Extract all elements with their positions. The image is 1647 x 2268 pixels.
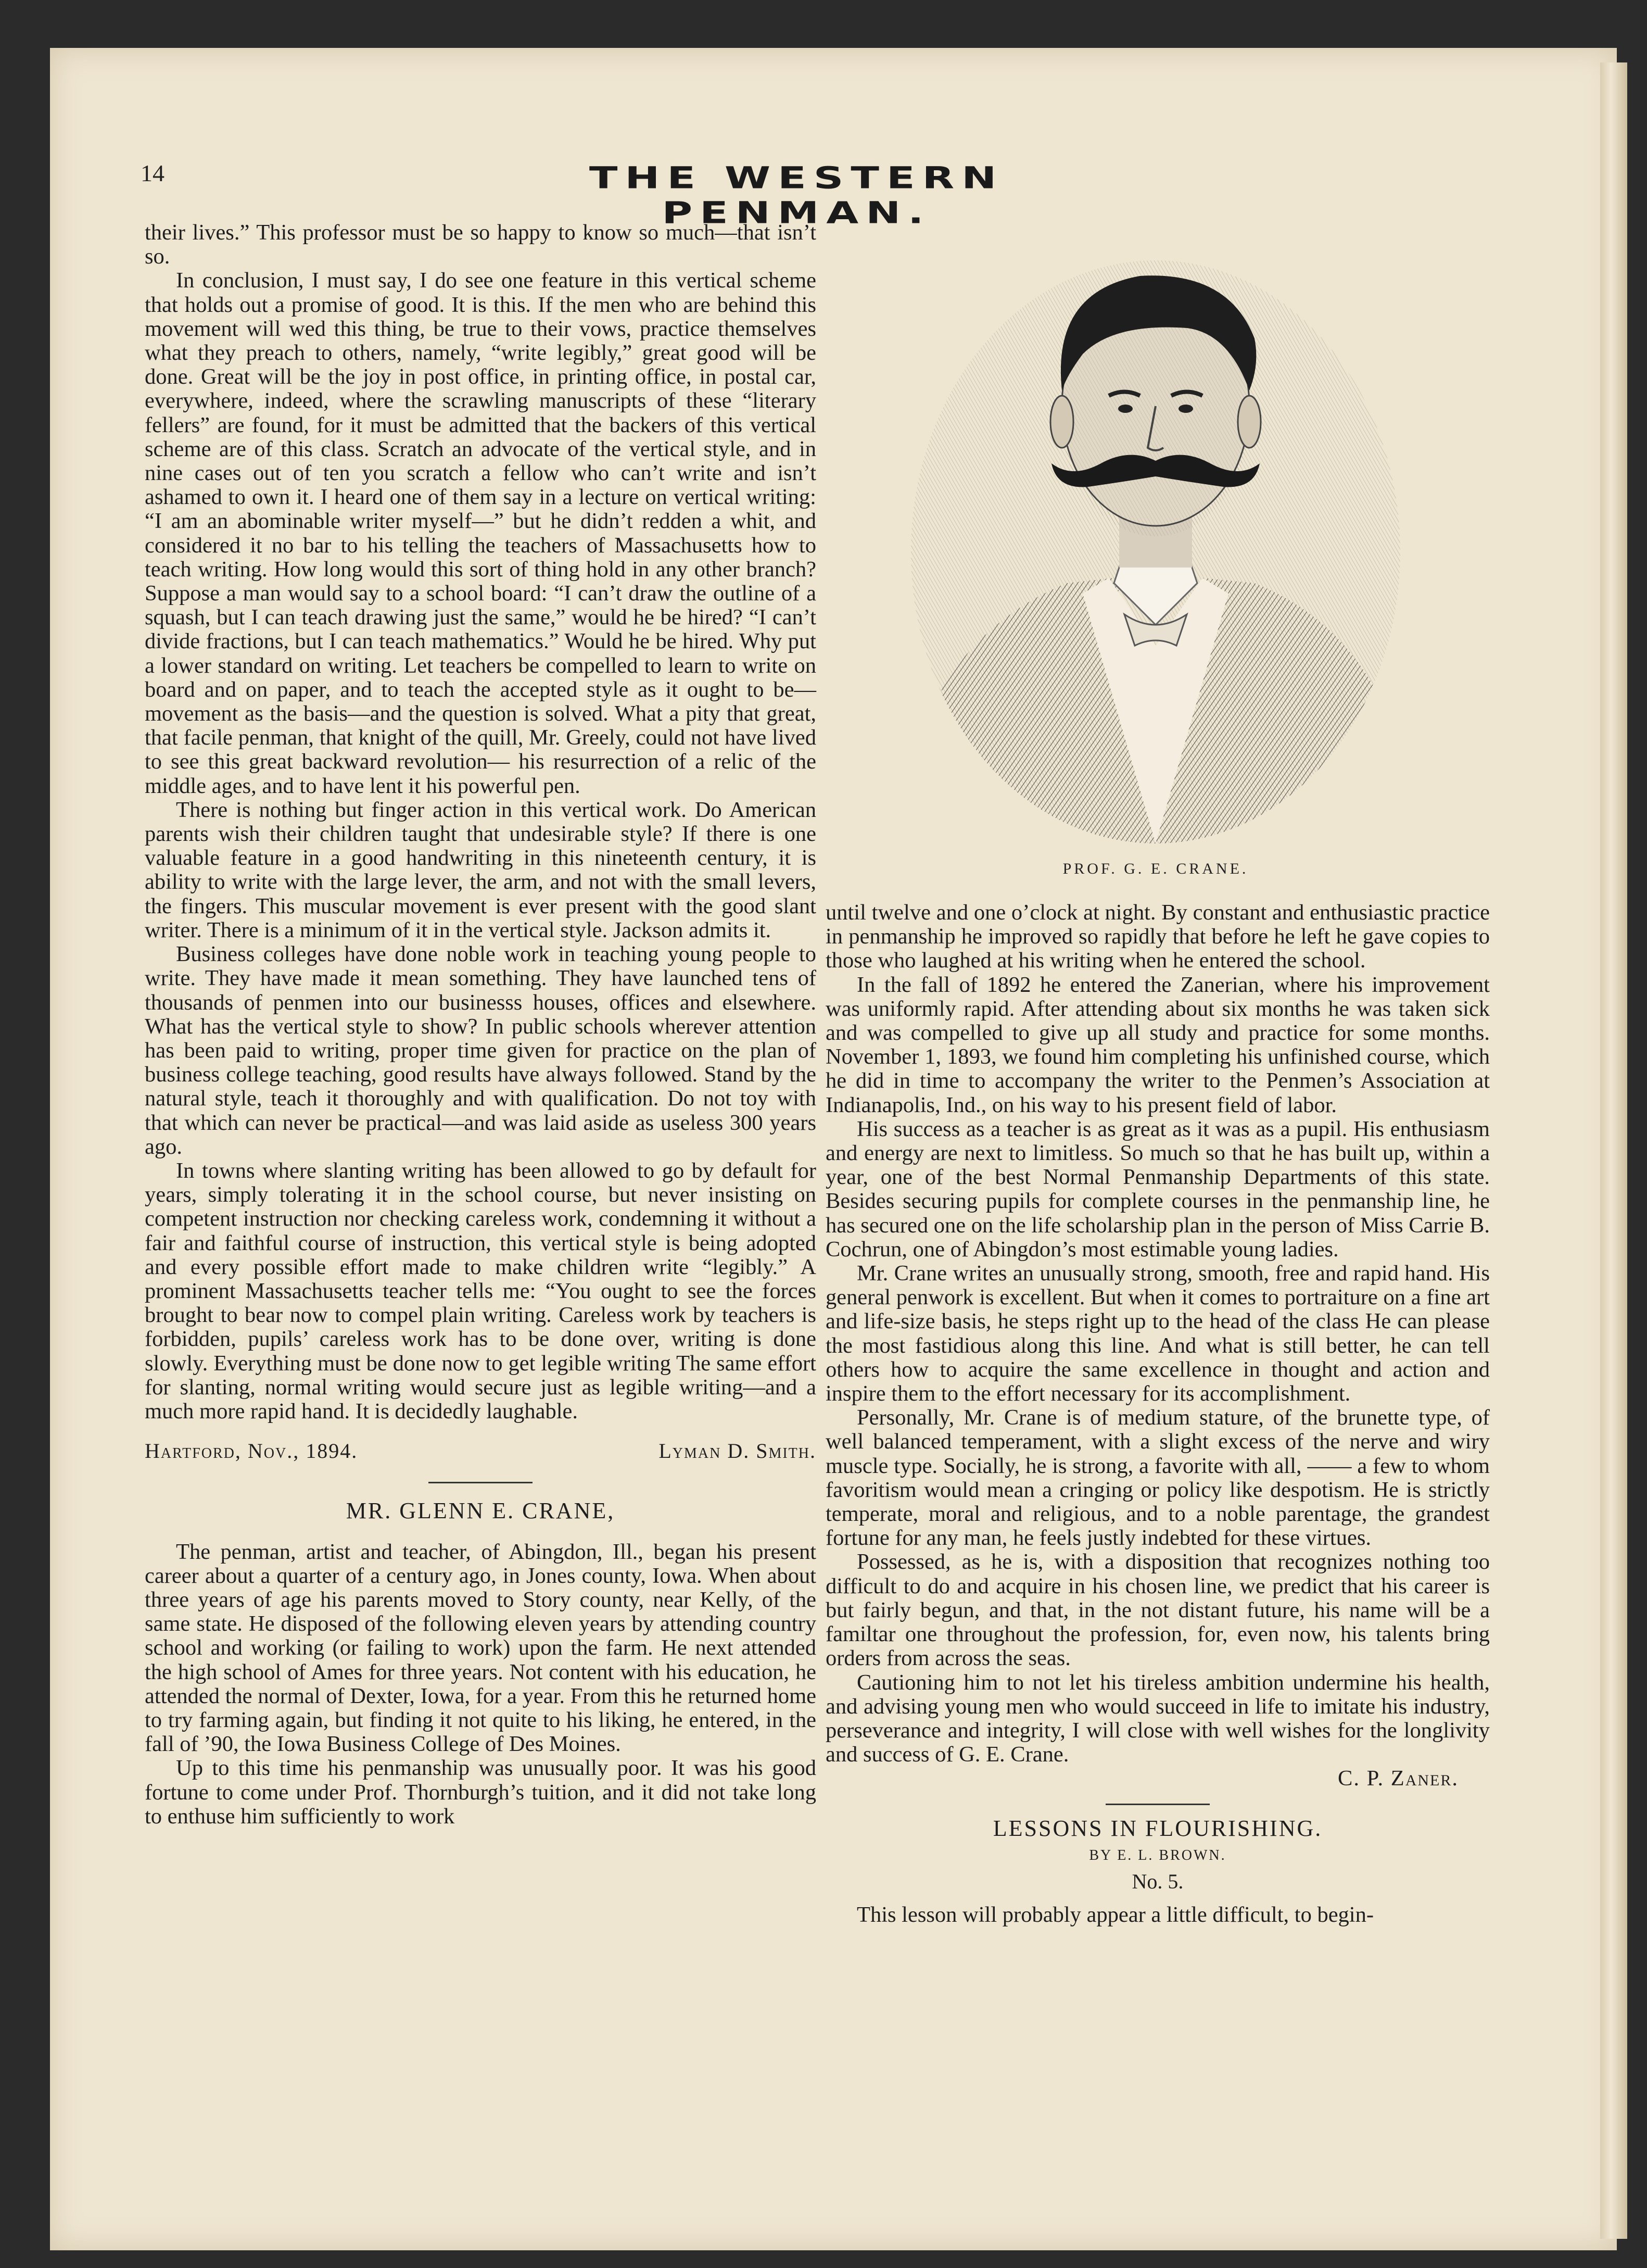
article-heading: MR. GLENN E. CRANE, [346, 1498, 615, 1524]
masthead-title: THE WESTERN PENMAN. [589, 160, 1004, 230]
page-number: 14 [141, 160, 164, 186]
lesson-number: No. 5. [1132, 1869, 1184, 1893]
article-heading: LESSONS IN FLOURISHING. [993, 1815, 1323, 1841]
portrait-engraving [895, 219, 1416, 843]
place-date: Hartford, Nov., 1894. [145, 1439, 358, 1463]
article-signature [145, 1439, 816, 1463]
article-paragraph: His success as a teacher is as great as it was as a pupil. His enthusiasm and energy are next to limitless. So much so that he has built up, within a year, one of the best Normal Penmanship Departments of this state. Besides securing pupils for complete courses in the penmanship line, he has secured one on the life scholarship plan in the person of Miss Carrie B. Cochrun, one of Abingdon’s most estimable young ladies. [826, 1116, 1490, 1262]
article-paragraph: Cautioning him to not let his tireless ambition undermine his health, and advising young men who would succeed in life to imitate his industry, perseverance and integrity, I will close with well wishes for the longlivity and success of G. E. Crane. [826, 1670, 1490, 1767]
article-paragraph: This lesson will probably appear a little difficult, to begin- [857, 1902, 1374, 1927]
article-paragraph: In towns where slanting writing has been allowed to go by default for years, simply tolerating it in the school course, but never insisting on competent instruction nor checking careless work, condemning it without a fair and faithful course of instruction, this vertical style is being adopted and every possible effort made to make children write “legibly.” A prominent Massachusetts teacher tells me: “You ought to see the forces brought to bear now to compel plain writing. Careless work by teachers is forbidden, pupils’ careless work has to be done over, writing is done slowly. Everything must be done now to get legible writing The same effort for slanting, normal writing would secure just as legible writing—and a much more rapid hand. It is decidedly laughable. [145, 1158, 816, 1423]
author-name: Lyman D. Smith. [658, 1439, 816, 1463]
section-divider [428, 1482, 533, 1483]
article-paragraph: Personally, Mr. Crane is of medium stature, of the brunette type, of well balanced temperament, with a slight excess of the nerve and wiry muscle type. Socially, he is strong, a favorite with all, —— a few to whom favoritism would mean a cringing or policy like despotism. He is strictly temperate, moral and religious, and to a noble parentage, the grandest fortune for any man, he feels justly indebted for these virtues. [826, 1405, 1490, 1551]
article-paragraph: until twelve and one o’clock at night. By constant and enthusiastic practice in penmanship he improved so rapidly that before he left he gave copies to those who laughed at his writing when he entered the school. [826, 900, 1490, 973]
section-divider [1106, 1804, 1210, 1805]
article-paragraph: Mr. Crane writes an unusually strong, smooth, free and rapid hand. His general penwork is excellent. But when it comes to portraiture on a fine art and life-size basis, he steps right up to the head of the class He can please the most fastidious along this line. And what is still better, he can tell others how to acquire the same excellence in thought and action and inspire them to the effort necessary for its accomplishment. [826, 1261, 1490, 1406]
left-column [145, 221, 816, 1829]
article-paragraph: In conclusion, I must say, I do see one feature in this vertical scheme that holds out a promise of good. It is this. If the men who are behind this movement will wed this thing, be true to their vows, practice themselves what they preach to others, namely, “write legibly,” great good will be done. Great will be the joy in post office, in printing office, in postal car, everywhere, indeed, where the scrawling manuscripts of these “literary fellers” are found, for it must be admitted that the backers of this vertical scheme are of this class. Scratch an advocate of the vertical style, and in nine cases out of ten you scratch a fellow who can’t write and isn’t ashamed to own it. I heard one of them say in a lecture on vertical writing: “I am an abominable writer myself—” but he didn’t redden a whit, and considered it no bar to his telling the teachers of Massachusetts how to teach writing. How long would this sort of thing hold in any other branch? Suppose a man would say to a school board: “I can’t draw the outline of a squash, but I can teach drawing just the same,” would he be hired? “I can’t divide fractions, but I can teach mathematics.” Would he be hired. Why put a lower standard on writing. Let teachers be compelled to learn to write on board and on paper, and to teach the accepted style as it ought to be—movement as the basis—and the question is solved. What a pity that great, that facile penman, that knight of the quill, Mr. Greely, could not have lived to see this great backward revolution— his resurrection of a relic of the middle ages, and to have lent it his powerful pen. [145, 268, 816, 798]
article-paragraph: their lives.” This professor must be so happy to know so much—that isn’t so. [145, 220, 816, 269]
article-paragraph: In the fall of 1892 he entered the Zanerian, where his improvement was uniformly rapid. After attending about six months he was taken sick and was compelled to give up all study and practice for some months. November 1, 1893, we found him completing his unfinished course, which he did in time to accompany the writer to the Penmen’s Association at Indianapolis, Ind., on his way to his present field of labor. [826, 972, 1490, 1117]
portrait-caption: PROF. G. E. CRANE. [1062, 860, 1249, 877]
author-name: C. P. Zaner. [1337, 1766, 1459, 1791]
article-paragraph: Up to this time his penmanship was unusually poor. It was his good fortune to come under Prof. Thornburgh’s tuition, and it did not take long to enthuse him sufficiently to work [145, 1756, 816, 1829]
byline: BY E. L. BROWN. [1089, 1847, 1226, 1863]
right-column [826, 901, 1490, 1927]
article-paragraph: Business colleges have done noble work in teaching young people to write. They have made it mean something. They have launched tens of thousands of penmen into our businesss houses, offices and elsewhere. What has the vertical style to show? In public schools wherever attention has been paid to writing, proper time given for practice on the plan of business college teaching, good results have always followed. Stand by the natural style, teach it thoroughly and with qualification. Do not toy with that which can never be practical—and was laid aside as useless 300 years ago. [145, 942, 816, 1159]
article-paragraph: The penman, artist and teacher, of Abingdon, Ill., began his present career about a quarter of a century ago, in Jones county, Iowa. When about three years of age his parents moved to Story county, near Kelly, of the same state. He disposed of the following eleven years by attending country school and working (or failing to work) upon the farm. He next attended the high school of Ames for three years. Not content with his education, he attended the normal of Dexter, Iowa, for a year. From this he returned home to try farming again, but finding it not quite to his liking, he entered, in the fall of ’90, the Iowa Business College of Des Moines. [145, 1539, 816, 1757]
article-paragraph: Possessed, as he is, with a disposition that recognizes nothing too difficult to do and acquire in his chosen line, we predict that his career is but fairly begun, and that, in the not distant future, his name will be a familtar one throughout the profession, for, even now, his talents bring orders from across the seas. [826, 1549, 1490, 1671]
article-paragraph: There is nothing but finger action in this vertical work. Do American parents wish their children taught that undesirable style? If there is one valuable feature in a good handwriting in this nineteenth century, it is ability to write with the large lever, the arm, and not with the small levers, the fingers. This muscular movement is ever present with the good slant writer. There is a minimum of it in the vertical style. Jackson admits it. [145, 797, 816, 942]
page-edge [1600, 62, 1627, 2239]
